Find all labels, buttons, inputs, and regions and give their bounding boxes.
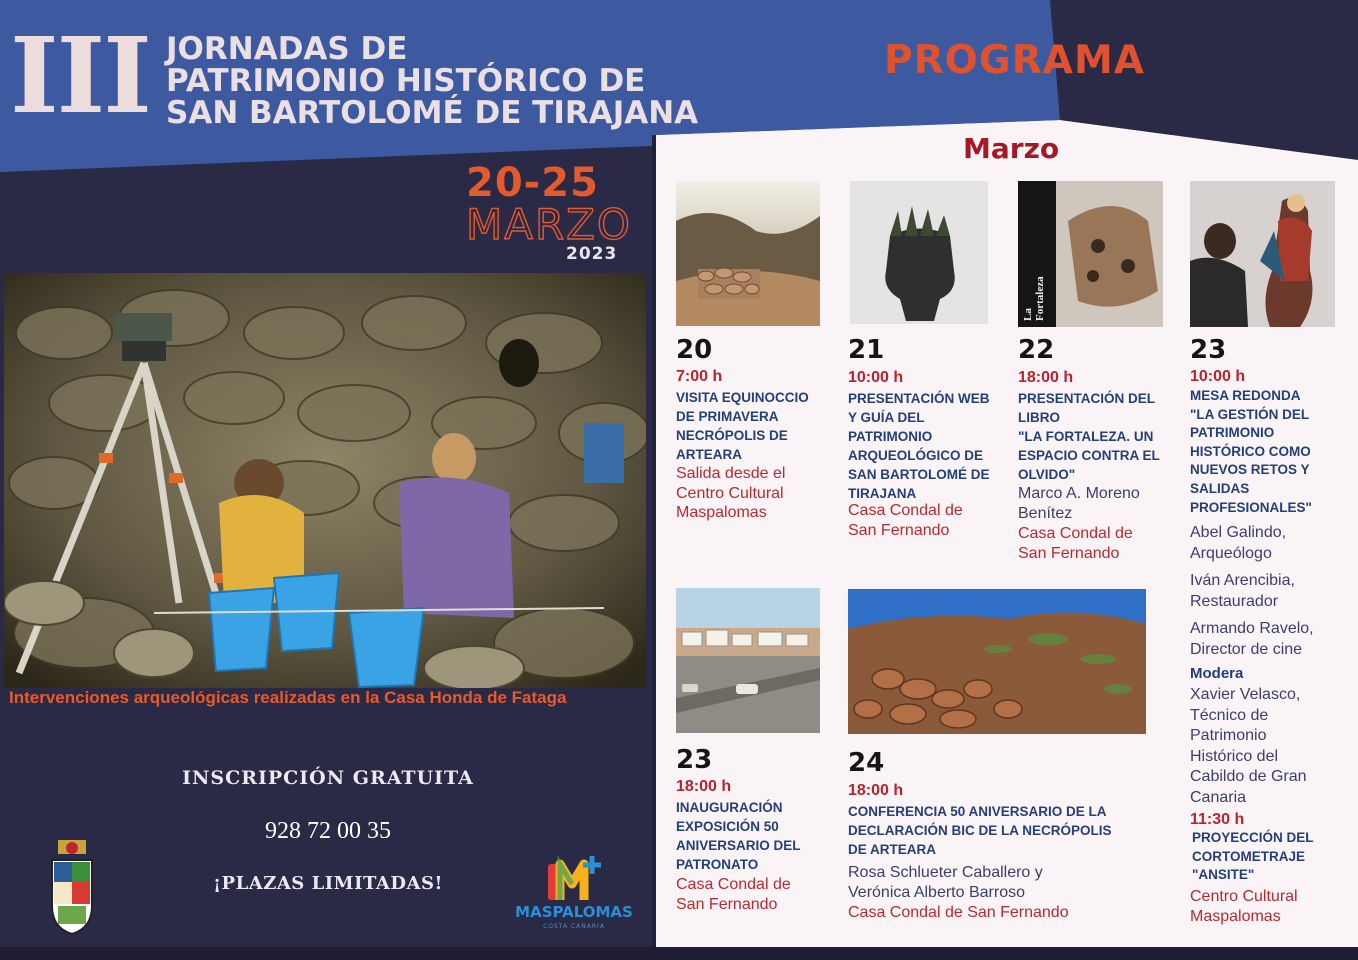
event-23-exhibition-title-line: PATRONATO xyxy=(676,857,759,872)
event-21-title xyxy=(848,389,1013,503)
registration-notice: INSCRIPCIÓN GRATUITA xyxy=(182,767,474,789)
speaker-role: Restaurador xyxy=(1190,593,1279,610)
event-20-time: 7:00 h xyxy=(676,368,723,385)
speaker xyxy=(1190,618,1350,660)
programa-heading: PROGRAMA xyxy=(884,38,1145,83)
event-22-place xyxy=(1018,524,1186,563)
event-23-exhibition-title xyxy=(676,798,841,874)
event-23-exhibition-time: 18:00 h xyxy=(676,778,732,795)
maspalomas-subtitle: COSTA CANARIA xyxy=(543,923,605,930)
event-23-roundtable-title-line: MESA REDONDA xyxy=(1190,388,1301,403)
event-22-place-line: Casa Condal de xyxy=(1018,525,1133,542)
event-21-day: 21 xyxy=(848,335,885,365)
event-22-title-line: "LA FORTALEZA. UN xyxy=(1018,429,1154,444)
event-24-title-line: DE ARTEARA xyxy=(848,842,937,857)
book-title: La Fortaleza xyxy=(1022,276,1046,321)
speaker-name: Armando Ravelo, xyxy=(1190,620,1314,637)
event-20-title-line: VISITA EQUINOCCIO xyxy=(676,390,809,405)
event-21-title-line: ARQUEOLÓGICO DE xyxy=(848,448,984,463)
event-20-title-line: NECRÓPOLIS DE xyxy=(676,428,788,443)
event-21-title-line: Y GUÍA DEL xyxy=(848,410,925,425)
title-line: PATRIMONIO HISTÓRICO DE xyxy=(166,63,646,99)
event-24-speakers xyxy=(848,863,1168,902)
moderator-line: Técnico de xyxy=(1190,706,1269,724)
speaker-name: Iván Arencibia, xyxy=(1190,572,1295,589)
event-22-day: 22 xyxy=(1018,335,1055,365)
event-20-place xyxy=(676,464,841,523)
moderator-line: Canaria xyxy=(1190,788,1247,806)
event-22-speaker-line: Benítez xyxy=(1018,504,1073,522)
event-23-exhibition-place-line: San Fernando xyxy=(676,895,778,913)
event-20-place-line: Maspalomas xyxy=(676,504,767,521)
moderator xyxy=(1190,685,1350,809)
event-23-roundtable-title-line: PROFESIONALES" xyxy=(1190,499,1312,515)
event-23-exhibition-place-line: Casa Condal de xyxy=(676,876,791,893)
speaker-role: Director de cine xyxy=(1190,641,1303,658)
speaker xyxy=(1190,570,1350,612)
event-23-roundtable-image xyxy=(1190,181,1335,327)
event-20-day: 20 xyxy=(676,335,713,365)
event-22-speaker xyxy=(1018,484,1186,523)
event-23-screening-place-line: Maspalomas xyxy=(1190,907,1281,925)
photo-caption: Intervenciones arqueológicas realizadas en la Casa Honda de Fataga xyxy=(9,688,567,707)
event-23-roundtable-speakers xyxy=(1190,522,1350,666)
event-23-exhibition-title-line: EXPOSICIÓN 50 xyxy=(676,819,779,834)
event-23-screening-time: 11:30 h xyxy=(1190,811,1245,828)
event-23-exhibition-title-line: INAUGURACIÓN xyxy=(676,800,783,815)
event-21-title-line: TIRAJANA xyxy=(848,486,917,501)
municipal-coat-of-arms-icon xyxy=(44,838,100,938)
event-22-title xyxy=(1018,389,1186,484)
event-21-title-line: PRESENTACIÓN WEB xyxy=(848,391,990,406)
event-20-title xyxy=(676,388,841,464)
maspalomas-logo-icon xyxy=(508,854,640,934)
event-23-roundtable-title xyxy=(1190,387,1350,517)
event-23-exhibition-image xyxy=(676,588,820,733)
event-23-roundtable-title-line: HISTÓRICO COMO xyxy=(1190,443,1311,459)
event-21-place-line: Casa Condal de xyxy=(848,502,963,519)
date-year: 2023 xyxy=(566,244,618,264)
event-21-image xyxy=(850,181,988,324)
title-line: SAN BARTOLOMÉ DE TIRAJANA xyxy=(166,95,699,131)
event-23-roundtable-title-line: SALIDAS xyxy=(1190,480,1250,496)
event-24-title-line: CONFERENCIA 50 ANIVERSARIO DE LA xyxy=(848,804,1107,819)
event-24-title-line: DECLARACIÓN BIC DE LA NECRÓPOLIS xyxy=(848,823,1112,838)
event-24-day: 24 xyxy=(848,748,885,778)
speaker-name: Abel Galindo, xyxy=(1190,524,1287,541)
maspalomas-wordmark: MASPALOMAS xyxy=(515,903,633,921)
event-20-title-line: DE PRIMAVERA xyxy=(676,409,779,424)
moderator-line: Cabildo de Gran xyxy=(1190,768,1307,786)
event-21-time: 10:00 h xyxy=(848,369,904,386)
event-24-time: 18:00 h xyxy=(848,782,904,799)
moderator-line: Xavier Velasco, xyxy=(1190,686,1301,703)
event-23-screening-place-line: Centro Cultural xyxy=(1190,888,1298,905)
phone-number: 928 72 00 35 xyxy=(265,818,391,844)
edition-number: III xyxy=(10,14,150,137)
moderator-line: Histórico del xyxy=(1190,747,1279,765)
event-23-screening-title xyxy=(1192,829,1352,885)
event-22-image xyxy=(1018,181,1163,327)
event-21-place xyxy=(848,501,1013,540)
event-20-title-line: ARTEARA xyxy=(676,447,742,462)
bottom-bar xyxy=(0,947,1358,960)
event-23-screening-place xyxy=(1190,887,1350,926)
event-24-title xyxy=(848,802,1168,859)
event-21-title-line: PATRIMONIO xyxy=(848,429,933,444)
month-heading: Marzo xyxy=(963,132,1060,165)
event-20-place-line: Centro Cultural xyxy=(676,484,784,502)
event-21-title-line: SAN BARTOLOMÉ DE xyxy=(848,467,990,482)
event-23-exhibition-place xyxy=(676,875,841,914)
date-month: MARZO xyxy=(466,200,632,249)
event-22-title-line: LIBRO xyxy=(1018,410,1060,425)
event-24-speaker-line: Rosa Schlueter Caballero y xyxy=(848,864,1043,881)
event-22-speaker-line: Marco A. Moreno xyxy=(1018,485,1140,502)
event-22-title-line: ESPACIO CONTRA EL xyxy=(1018,448,1160,463)
event-23-roundtable-title-line: "LA GESTIÓN DEL xyxy=(1190,406,1310,422)
event-24-speaker-line: Verónica Alberto Barroso xyxy=(848,883,1025,901)
event-title xyxy=(166,33,698,129)
date-range: 20-25 xyxy=(466,160,599,206)
limited-places-notice: ¡PLAZAS LIMITADAS! xyxy=(213,873,443,894)
event-22-time: 18:00 h xyxy=(1018,369,1074,386)
event-23-screening-title-line: CORTOMETRAJE xyxy=(1192,848,1306,864)
event-22-place-line: San Fernando xyxy=(1018,544,1120,562)
speaker-role: Arqueólogo xyxy=(1190,545,1272,562)
event-21-place-line: San Fernando xyxy=(848,521,950,539)
event-23-roundtable-day: 23 xyxy=(1190,335,1227,365)
event-24-place-line: Casa Condal de San Fernando xyxy=(848,904,1069,921)
event-22-title-line: OLVIDO" xyxy=(1018,467,1076,482)
moderator-line: Patrimonio xyxy=(1190,727,1267,745)
event-23-screening-title-line: "ANSITE" xyxy=(1192,867,1255,883)
event-23-exhibition-title-line: ANIVERSARIO DEL xyxy=(676,838,801,853)
main-photo xyxy=(4,273,646,688)
moderator-label: Modera xyxy=(1190,665,1244,682)
event-20-image xyxy=(676,181,820,326)
event-23-roundtable-time: 10:00 h xyxy=(1190,368,1246,385)
event-23-roundtable-title-line: PATRIMONIO xyxy=(1190,425,1275,441)
event-24-place xyxy=(848,903,1168,923)
event-22-title-line: PRESENTACIÓN DEL xyxy=(1018,391,1156,406)
event-24-image xyxy=(848,589,1146,734)
event-23-exhibition-day: 23 xyxy=(676,745,713,775)
event-20-place-line: Salida desde el xyxy=(676,465,786,482)
event-23-screening-title-line: PROYECCIÓN DEL xyxy=(1192,830,1314,845)
title-line: JORNADAS DE xyxy=(166,31,408,67)
speaker xyxy=(1190,522,1350,564)
event-23-roundtable-title-line: NUEVOS RETOS Y xyxy=(1190,462,1310,478)
